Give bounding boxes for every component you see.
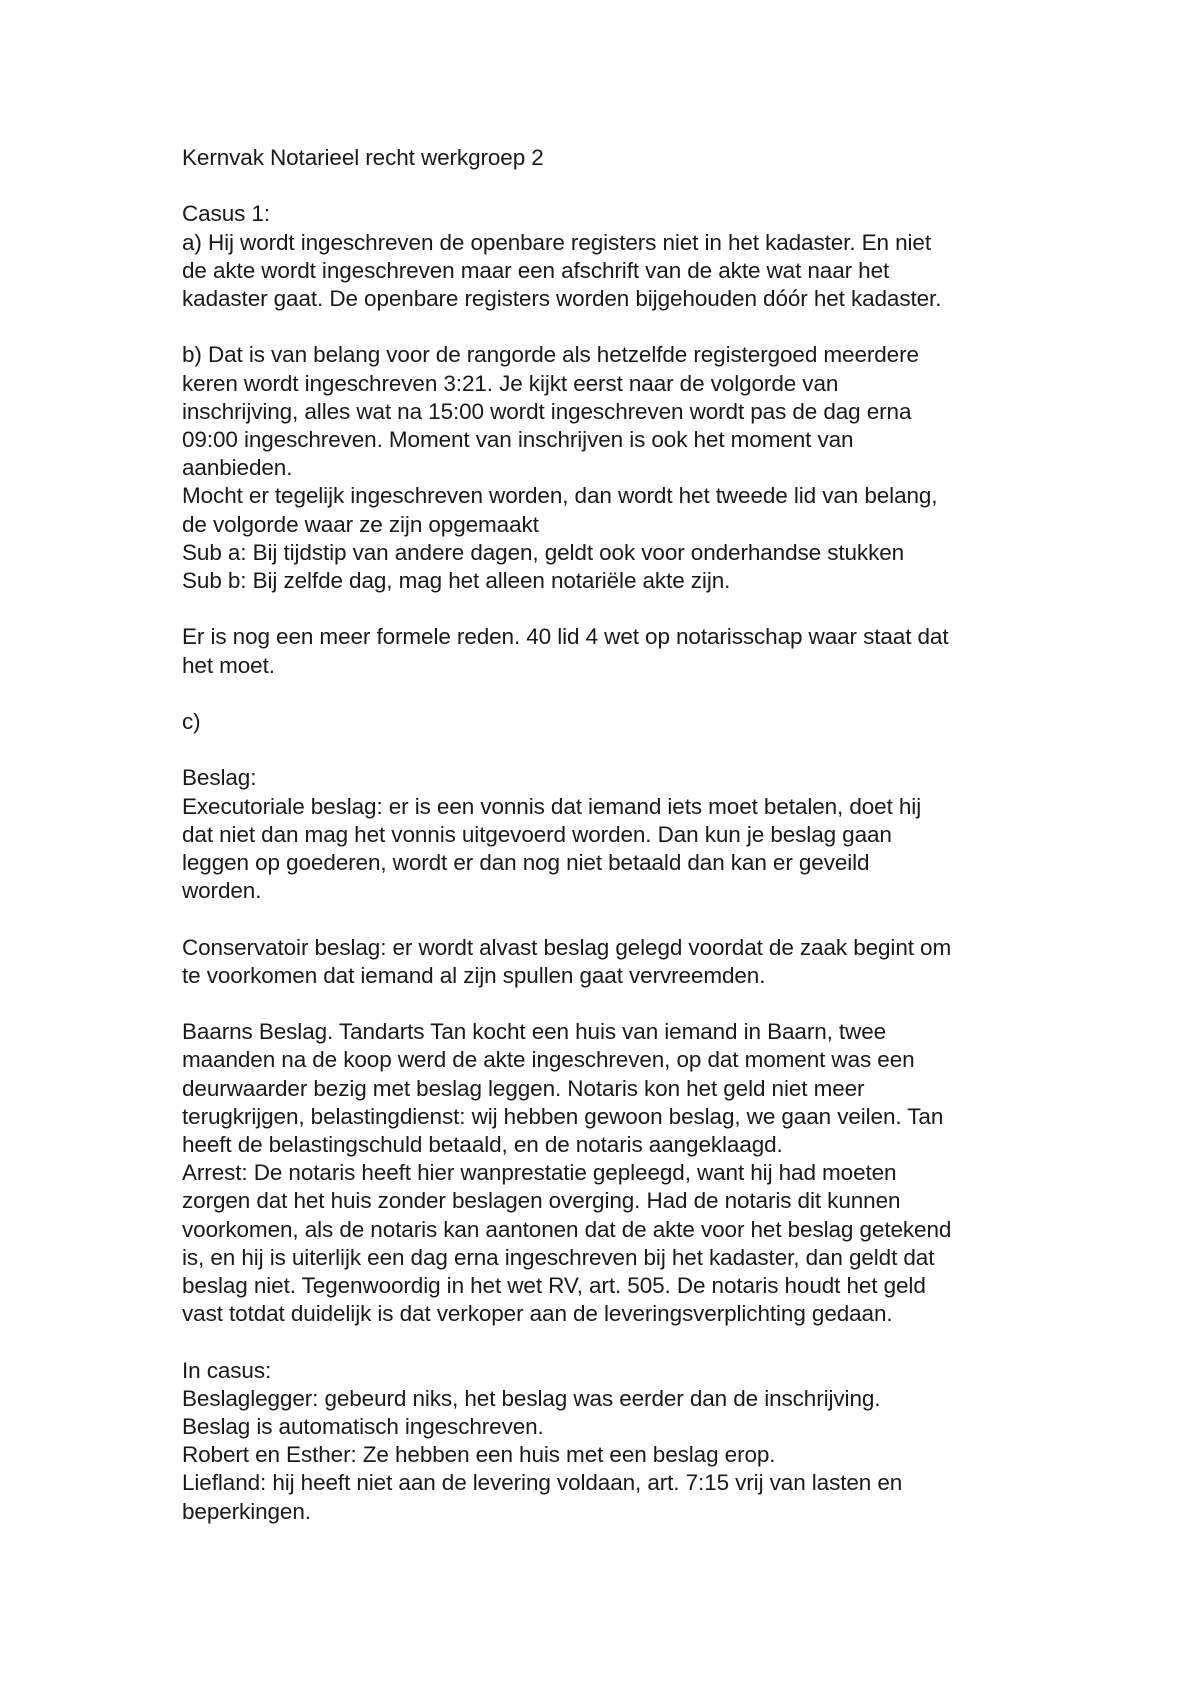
document-body [182, 144, 1062, 1526]
beslag-heading: Beslag: [182, 765, 257, 791]
part-b-reason-line: het moet. [182, 652, 275, 678]
part-a-line: a) Hij wordt ingeschreven de openbare registers niet in het kadaster. En niet [182, 229, 931, 255]
part-c-label: c) [182, 709, 201, 734]
spacer [182, 1328, 1062, 1356]
in-casus-line: Liefland: hij heeft niet aan de levering voldaan, art. 7:15 vrij van lasten en [182, 1470, 903, 1496]
part-b-line: Mocht er tegelijk ingeschreven worden, dan wordt het tweede lid van belang, [182, 483, 938, 509]
executoriale-line: leggen op goederen, wordt er dan nog niet betaald dan kan er geveild [182, 850, 870, 875]
spacer [182, 905, 1062, 933]
in-casus-line: Beslaglegger: gebeurd niks, het beslag was eerder dan de inschrijving. [182, 1385, 881, 1411]
in-casus-line: In casus: [182, 1357, 272, 1383]
baarns-line: terugkrijgen, belastingdienst: wij hebben gewoon beslag, we gaan veilen. Tan [182, 1103, 944, 1129]
in-casus-line: beperkingen. [182, 1498, 311, 1524]
part-b-line: inschrijving, alles wat na 15:00 wordt ingeschreven wordt pas de dag erna [182, 398, 912, 424]
baarns-line: heeft de belastingschuld betaald, en de notaris aangeklaagd. [182, 1132, 783, 1157]
in-casus-line: Beslag is automatisch ingeschreven. [182, 1414, 544, 1440]
spacer [182, 736, 1062, 764]
part-b-line: 09:00 ingeschreven. Moment van inschrijven is ook het moment van [182, 427, 854, 452]
baarns-line: zorgen dat het huis zonder beslagen overging. Had de notaris dit kunnen [182, 1188, 901, 1214]
baarns-line: deurwaarder bezig met beslag leggen. Notaris kon het geld niet meer [182, 1075, 865, 1101]
casus-heading: Casus 1: [182, 201, 270, 227]
executoriale-line: dat niet dan mag het vonnis uitgevoerd worden. Dan kun je beslag gaan [182, 821, 892, 847]
spacer [182, 990, 1062, 1018]
baarns-line: beslag niet. Tegenwoordig in het wet RV, art. 505. De notaris houdt het geld [182, 1273, 926, 1299]
spacer [182, 595, 1062, 623]
spacer [182, 172, 1062, 200]
part-b-line: keren wordt ingeschreven 3:21. Je kijkt eerst naar de volgorde van [182, 370, 839, 396]
baarns-line: Baarns Beslag. Tandarts Tan kocht een huis van iemand in Baarn, twee [182, 1019, 887, 1045]
part-b-line: Sub a: Bij tijdstip van andere dagen, geldt ook voor onderhandse stukken [182, 539, 905, 565]
executoriale-line: worden. [182, 878, 262, 904]
part-b-line: de volgorde waar ze zijn opgemaakt [182, 511, 539, 537]
part-b-line: Sub b: Bij zelfde dag, mag het alleen notariële akte zijn. [182, 568, 731, 594]
spacer [182, 313, 1062, 341]
in-casus-line: Robert en Esther: Ze hebben een huis met een beslag erop. [182, 1442, 776, 1468]
baarns-line: maanden na de koop werd de akte ingeschreven, op dat moment was een [182, 1047, 915, 1073]
conservatoir-line: te voorkomen dat iemand al zijn spullen gaat vervreemden. [182, 962, 766, 988]
baarns-line: vast totdat duidelijk is dat verkoper aan de leveringsverplichting gedaan. [182, 1301, 893, 1327]
part-b-line: b) Dat is van belang voor de rangorde als hetzelfde registergoed meerdere [182, 342, 919, 368]
baarns-line: voorkomen, als de notaris kan aantonen dat de akte voor het beslag getekend [182, 1216, 952, 1242]
part-a-line: kadaster gaat. De openbare registers worden bijgehouden dóór het kadaster. [182, 286, 942, 311]
part-b-reason-line: Er is nog een meer formele reden. 40 lid 4 wet op notarisschap waar staat dat [182, 624, 949, 650]
document-title: Kernvak Notarieel recht werkgroep 2 [182, 145, 544, 170]
spacer [182, 680, 1062, 708]
part-b-line: aanbieden. [182, 455, 293, 481]
baarns-line: Arrest: De notaris heeft hier wanprestatie gepleegd, want hij had moeten [182, 1160, 897, 1186]
executoriale-line: Executoriale beslag: er is een vonnis dat iemand iets moet betalen, doet hij [182, 793, 922, 819]
baarns-line: is, en hij is uiterlijk een dag erna ingeschreven bij het kadaster, dan geldt dat [182, 1244, 935, 1270]
part-a-line: de akte wordt ingeschreven maar een afschrift van de akte wat naar het [182, 257, 890, 283]
conservatoir-line: Conservatoir beslag: er wordt alvast beslag gelegd voordat de zaak begint om [182, 934, 952, 960]
